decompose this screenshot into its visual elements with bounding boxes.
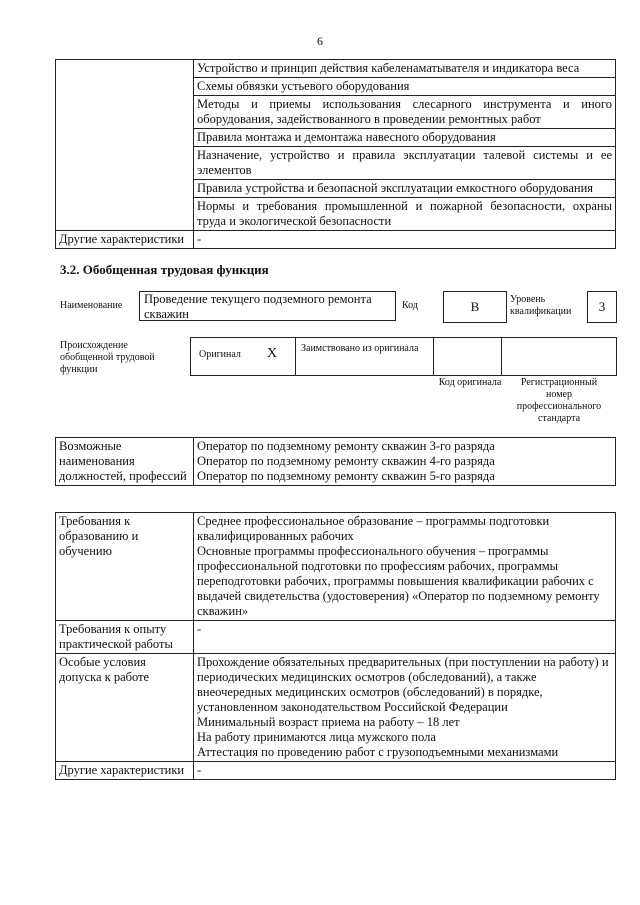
code-value: В — [443, 291, 507, 323]
code-label: Код — [402, 300, 418, 311]
origin-label: Происхождение обобщенной трудовой функции — [60, 340, 155, 375]
page-number: 6 — [317, 34, 323, 48]
knowledge-item: Устройство и принцип действия кабеленаматывателя и индикатора веса — [194, 60, 616, 78]
knowledge-item: Правила монтажа и демонтажа навесного оборудования — [194, 129, 616, 147]
knowledge-item: Нормы и требования промышленной и пожарной безопасности, охраны труда и экологической безопасности — [194, 198, 616, 231]
level-label: Уровень квалификации — [510, 294, 572, 317]
other-characteristics-label: Другие характеристики — [56, 762, 194, 780]
knowledge-item: Схемы обвязки устьевого оборудования — [194, 78, 616, 96]
divider — [433, 338, 434, 375]
other-characteristics-label: Другие характеристики — [56, 231, 194, 249]
requirements-table — [55, 512, 616, 780]
original-mark: Х — [267, 346, 278, 361]
positions-table — [55, 437, 616, 486]
code-original-caption: Код оригинала — [438, 377, 502, 388]
knowledge-item: Назначение, устройство и правила эксплуатации талевой системы и ее элементов — [194, 147, 616, 180]
divider — [501, 338, 502, 375]
experience-label: Требования к опыту практической работы — [56, 621, 194, 654]
name-value: Проведение текущего подземного ремонта скважин — [139, 291, 396, 321]
experience-value: - — [194, 621, 616, 654]
position-item: Оператор по подземному ремонту скважин 5-го разряда — [197, 469, 495, 483]
condition-item: Аттестация по проведению работ с грузоподъемными механизмами — [197, 745, 559, 759]
conditions-label: Особые условия допуска к работе — [56, 654, 194, 762]
registration-number-caption: Регистрационный номер профессионального стандарта — [516, 377, 602, 424]
divider — [295, 338, 296, 375]
knowledge-item: Правила устройства и безопасной эксплуатации емкостного оборудования — [194, 180, 616, 198]
condition-item: Минимальный возраст приема на работу – 18 лет — [197, 715, 460, 729]
empty-label-cell — [56, 60, 194, 231]
level-value: 3 — [587, 291, 617, 323]
section-title: 3.2. Обобщенная трудовая функция — [60, 262, 269, 277]
original-label: Оригинал — [199, 349, 241, 360]
origin-table — [190, 337, 617, 376]
condition-item: Прохождение обязательных предварительных (при поступлении на работу) и периодических медицинских осмотров (обследований), а также внеочередных медицинских осмотров (обследований) в порядке, установленном законодательством Российской Федерации — [197, 655, 609, 714]
education-item: Основные программы профессионального обучения – программы профессиональной подготовки по профессиям рабочих, программы переподготовки рабочих, программы повышения квалификации рабочих с выдачей свидетельства (удостоверения) «Оператор по подземному ремонту скважин» — [197, 544, 600, 618]
knowledge-table — [55, 59, 616, 249]
borrowed-label: Заимствовано из оригинала — [301, 343, 419, 354]
name-label: Наименование — [60, 300, 123, 311]
education-item: Среднее профессиональное образование – программы подготовки квалифицированных рабочих — [197, 514, 550, 543]
other-characteristics-value: - — [194, 762, 616, 780]
knowledge-item: Методы и приемы использования слесарного инструмента и иного оборудования, задействованного в проведении ремонтных работ — [194, 96, 616, 129]
position-item: Оператор по подземному ремонту скважин 4-го разряда — [197, 454, 495, 468]
other-characteristics-value: - — [194, 231, 616, 249]
education-label: Требования к образованию и обучению — [56, 513, 194, 621]
position-item: Оператор по подземному ремонту скважин 3-го разряда — [197, 439, 495, 453]
condition-item: На работу принимаются лица мужского пола — [197, 730, 436, 744]
positions-label: Возможные наименования должностей, профессий — [56, 438, 194, 486]
